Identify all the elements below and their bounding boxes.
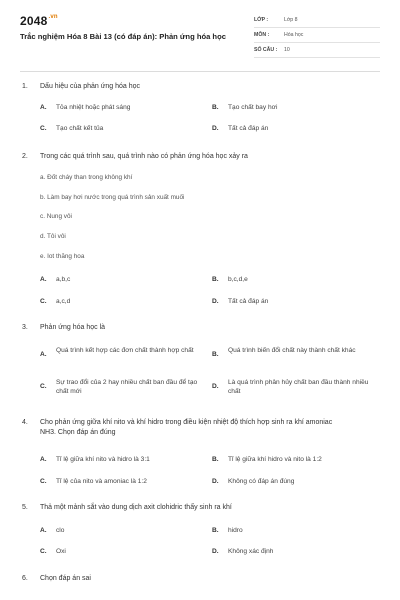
meta-value: Lớp 8: [284, 17, 298, 23]
statement-item: d. Tôi vôi: [40, 233, 66, 240]
question-1: [22, 82, 140, 92]
option-2b[interactable]: B. b,c,d,e: [212, 276, 248, 283]
question-4: [22, 418, 378, 438]
option-2a[interactable]: A. a,b,c: [40, 276, 71, 283]
option-1b[interactable]: B. Tạo chất bay hơi: [212, 104, 278, 111]
option-4a[interactable]: A. Tỉ lệ giữa khí nito và hidro là 3:1: [40, 456, 150, 463]
question-5: [22, 503, 232, 513]
meta-subject: [254, 29, 380, 43]
question-text: Thả một mảnh sắt vào dung dịch axit clohidric thấy sinh ra khí: [40, 504, 232, 511]
option-4b[interactable]: B. Tỉ lệ giữa khí hidro và nito là 1:2: [212, 456, 322, 463]
option-1c[interactable]: C. Tạo chất kết tủa: [40, 125, 104, 132]
question-number: 5.: [22, 504, 28, 511]
question-number: 1.: [22, 83, 28, 90]
statement-item: b. Làm bay hơi nước trong quá trình sản xuất muối: [40, 194, 185, 201]
question-2: [22, 152, 248, 162]
question-number: 3.: [22, 324, 28, 331]
option-1d[interactable]: D. Tất cả đáp án: [212, 125, 269, 132]
option-1a[interactable]: A. Tỏa nhiệt hoặc phát sáng: [40, 104, 131, 111]
worksheet-header: [0, 0, 400, 70]
question-text: Phản ứng hóa học là: [40, 324, 106, 331]
meta-class: [254, 14, 380, 28]
meta-value: Hóa học: [284, 32, 304, 38]
option-5d[interactable]: D. Không xác định: [212, 548, 274, 555]
page-title: Trắc nghiệm Hóa 8 Bài 13 (có đáp án): Phản ứng hóa học: [20, 32, 226, 41]
question-number: 2.: [22, 153, 28, 160]
option-5c[interactable]: C. Oxi: [40, 548, 66, 555]
option-3a[interactable]: A. Quá trình kết hợp các đơn chất thành hợp chất: [40, 347, 194, 358]
option-3b[interactable]: B. Quá trình biến đổi chất này thành chất khác: [212, 347, 356, 358]
question-number: 4.: [22, 419, 28, 426]
question-number: 6.: [22, 575, 28, 582]
option-3c[interactable]: C. Sự trao đổi của 2 hay nhiều chất ban đầu để tạo chất mới: [40, 379, 198, 395]
question-text: Cho phản ứng giữa khí nito và khí hidro trong điều kiện nhiệt độ thích hợp sinh ra khí amoniac: [40, 419, 333, 426]
meta-label: LỚP :: [254, 17, 269, 23]
option-4d[interactable]: D. Không có đáp án đúng: [212, 478, 295, 485]
question-text: Trong các quá trình sau, quá trình nào có phản ứng hóa học xảy ra: [40, 153, 248, 160]
site-logo[interactable]: $2048^{.vn}$: [20, 14, 58, 28]
option-4c[interactable]: C. Tỉ lệ của nito và amoniac là 1:2: [40, 478, 147, 485]
statement-item: c. Nung vôi: [40, 213, 72, 220]
option-2d[interactable]: D. Tất cả đáp án: [212, 298, 269, 305]
question-3: [22, 323, 105, 333]
question-6: [22, 574, 91, 584]
header-divider: [20, 71, 380, 72]
option-2c[interactable]: C. a,c,d: [40, 298, 71, 305]
meta-value: 10: [284, 47, 290, 53]
meta-label: SỐ CÂU :: [254, 47, 278, 53]
statement-item: e. Iot thăng hoa: [40, 253, 85, 260]
option-5b[interactable]: B. hidro: [212, 527, 243, 534]
meta-label: MÔN :: [254, 32, 270, 38]
question-text: Dấu hiệu của phản ứng hóa học: [40, 83, 141, 90]
option-3d[interactable]: D. Là quá trình phân hủy chất ban đầu thành nhiều chất: [212, 379, 369, 395]
question-text-continued: NH3. Chọn đáp án đúng: [40, 429, 116, 436]
question-text: Chọn đáp án sai: [40, 575, 91, 582]
statement-item: a. Đốt cháy than trong không khí: [40, 174, 133, 181]
option-5a[interactable]: A. clo: [40, 527, 65, 534]
meta-question-count: [254, 44, 380, 58]
